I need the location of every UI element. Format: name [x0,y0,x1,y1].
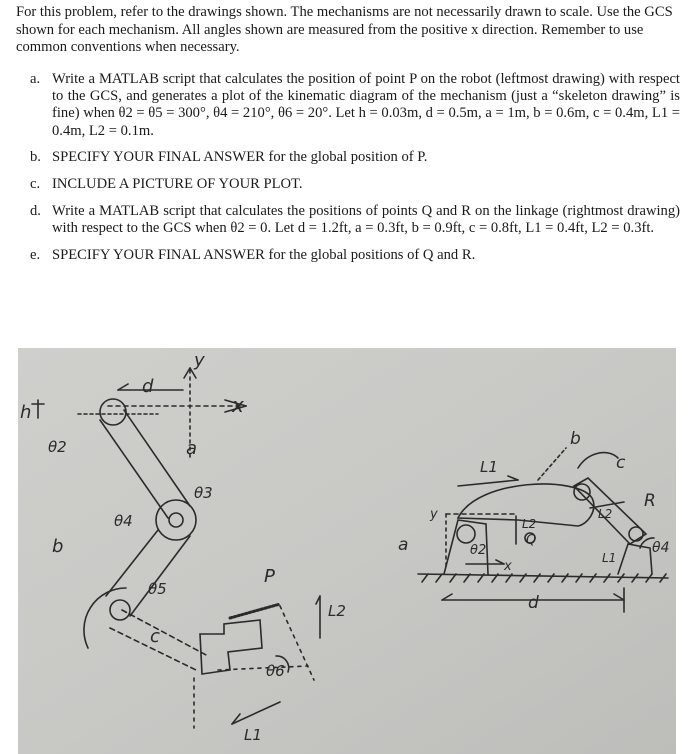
left-label-theta6: θ6 [266,662,285,680]
item-b [30,149,680,166]
right-label-L1-rocker: L1 [602,551,617,565]
right-label-b: b [570,429,581,449]
item-c [30,176,680,193]
right-label-Q: Q [526,533,537,548]
item-b-marker: b. [30,149,41,166]
mechanism-sketch-photo [18,348,676,754]
left-label-theta5: θ5 [148,580,167,598]
left-label-theta4: θ4 [114,512,133,530]
left-label-x: x [232,393,244,417]
item-e-marker: e. [30,246,41,263]
item-a-marker: a. [30,71,41,87]
item-e [30,247,680,264]
item-d-marker: d. [30,202,41,219]
item-c-text: INCLUDE A PICTURE OF YOUR PLOT. [52,176,303,193]
left-label-L2: L2 [328,602,346,620]
right-label-L1: L1 [480,458,498,476]
item-a-text: Write a MATLAB script that calculates the position of point P on the robot (leftmost drawing) with respect to the GCS, and generates a plot of the kinematic diagram of the mechanism (just a “skeleton drawing” is fine) when θ2 = θ5 = 300°, θ4 = 210°, θ6 = 20°. Let h = 0.03m, d = 0.5m, a = 1m, b = 0.6m, c = 0.4m, L1 = 0.4m, L2 = 0.1m. [52,71,680,139]
right-label-theta4: θ4 [652,540,670,556]
left-label-P: P [264,566,275,587]
right-label-L2-top: L2 [598,507,613,521]
left-label-L1: L1 [244,726,262,744]
right-label-theta2: θ2 [470,543,487,558]
item-c-marker: c. [30,176,41,193]
item-a [30,71,680,140]
right-label-d: d [528,593,539,613]
right-label-y: y [430,507,438,522]
right-label-R: R [644,491,656,511]
left-label-a: a [186,438,198,459]
left-label-y: y [194,350,205,371]
left-label-b: b [52,536,64,557]
left-label-c: c [150,626,160,647]
problem-list [30,71,680,273]
right-label-x: x [504,559,512,574]
left-label-h: h [20,402,32,423]
item-d-text: Write a MATLAB script that calculates the positions of points Q and R on the linkage (rightmost drawing) with respect to the GCS when θ2 = 0. Let d = 1.2ft, a = 0.3ft, b = 0.9ft, c = 0.8ft, L1 = 0.4ft, L2 = 0.3ft. [52,202,680,236]
left-label-theta3: θ3 [194,484,213,502]
left-label-d: d [142,376,154,397]
item-d [30,203,680,237]
intro-paragraph: For this problem, refer to the drawings shown. The mechanisms are not necessarily drawn to scale. Use the GCS shown for each mechanism. All angles shown are measured from the positive x direction. Remember to use common conventions when necessary. [16,4,673,55]
paper-background [18,348,676,754]
item-b-text: SPECIFY YOUR FINAL ANSWER for the global position of P. [52,149,428,166]
item-e-text: SPECIFY YOUR FINAL ANSWER for the global positions of Q and R. [52,246,476,263]
right-label-a: a [398,535,409,555]
left-label-theta2: θ2 [48,438,67,456]
right-label-c: c [616,453,626,473]
right-label-L2-mid: L2 [522,517,537,531]
